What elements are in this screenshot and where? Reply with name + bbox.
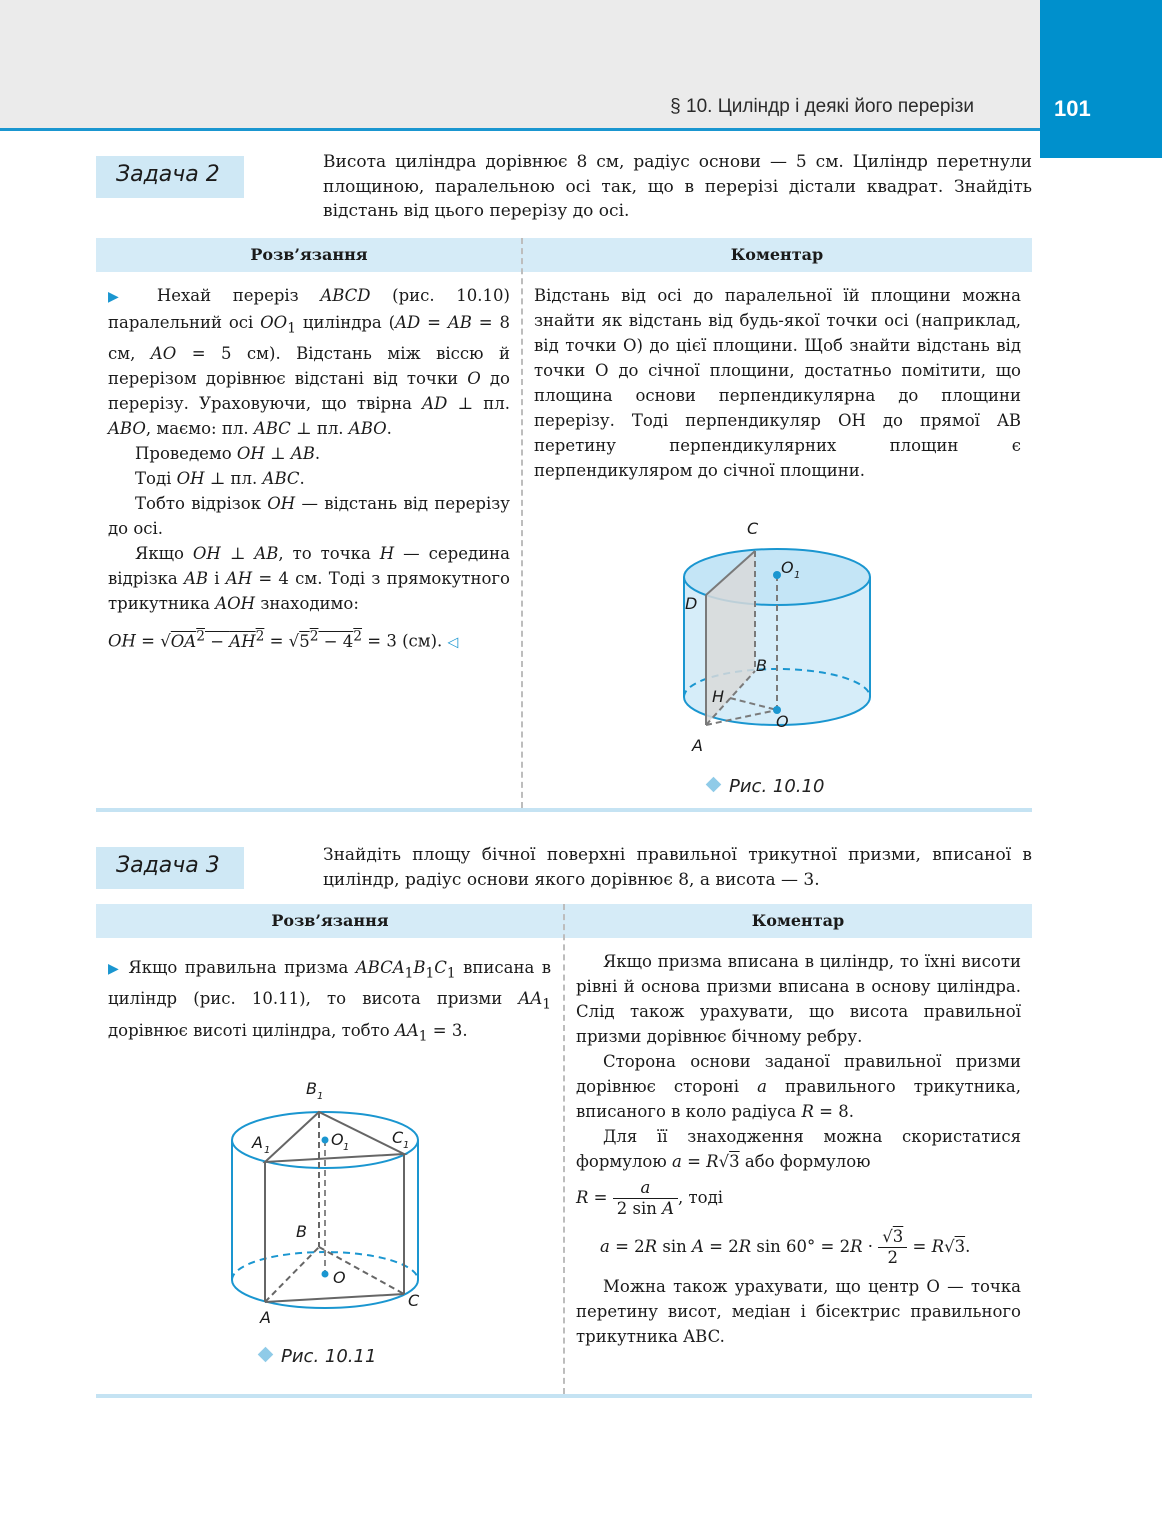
fig1011-point-o — [322, 1271, 329, 1278]
task3-comment-header: Коментар — [751, 911, 845, 930]
task2-solution-p3: Тоді OH ⊥ пл. ABC. — [135, 469, 305, 489]
fig1011-label-a1-sub: 1 — [264, 1145, 271, 1156]
fig1010-label-o1-sub: 1 — [794, 570, 801, 581]
task2-bottom-rule — [96, 808, 1032, 812]
task2-solution — [108, 283, 510, 656]
task3-formula-r: R = $\frac{a}{\text{2 sin A}}$ , тоді — [576, 1178, 724, 1218]
fig1011-label-o1: O — [331, 1130, 344, 1149]
fig1010-point-o1 — [773, 571, 781, 579]
task3-comment-p1: Якщо призма вписана в циліндр, то їхні висоти рівні й основа призми вписана в основу циліндра. Слід також урахувати, що висота правильної призми дорівнює бічному ребру. — [576, 952, 1021, 1046]
task3-formula-a: a = 2R sin A = 2R sin 60° = 2R · $\frac{√3}{2}$ = R√3. — [600, 1227, 971, 1267]
end-marker-icon: ◁ — [447, 634, 459, 651]
task2-column-divider — [521, 238, 523, 808]
figure-10-11 — [222, 1074, 432, 1334]
fig1011-point-o1 — [322, 1137, 329, 1144]
task3-bottom-rule — [96, 1394, 1032, 1398]
fig1011-label-o: O — [333, 1268, 346, 1287]
fig1010-label-a: A — [692, 736, 703, 755]
task3-column-divider — [563, 904, 565, 1394]
caption-diamond-icon — [706, 777, 722, 793]
fig1011-label-c1-sub: 1 — [403, 1140, 410, 1151]
figure-10-10-caption: Рис. 10.10 — [708, 776, 824, 797]
caption-diamond-icon — [258, 1347, 274, 1363]
task2-solution-p1: ▶ Нехай переріз ABCD (рис. 10.10) паралельний осі $OO_1$ циліндра (AD = AB = 8 см, AO = 5 см). Відстань між віссю й перерізом дорівнює відстані від точки O до перерізу. Ураховуючи, що твірна AD ⊥ пл. ABO, маємо: пл. ABC ⊥ пл. ABO. — [108, 286, 510, 439]
task3-comment-p2: Сторона основи заданої правильної призми дорівнює стороні a правильного трикутника, вписаного в коло радіуса R = 8. — [576, 1052, 1022, 1121]
fig1010-label-o1: O — [781, 558, 794, 577]
task3-comment-p3: Для її знаходження можна скористатися формулою a = R√3 або формулою — [576, 1127, 1021, 1171]
fig1010-label-d: D — [685, 594, 698, 613]
fig1011-label-a: A — [260, 1308, 271, 1327]
task2-solution-header: Розв’язання — [250, 245, 368, 264]
task2-statement: Висота циліндра дорівнює 8 см, радіус основи — 5 см. Циліндр перетнули площиною, паралельною осі так, що в перерізі дістали квадрат. Знайдіть відстань від цього перерізу до осі. — [323, 152, 1032, 221]
running-title: § 10. Циліндр і деякі його перерізи — [670, 96, 974, 117]
fig1010-label-h: H — [712, 687, 725, 706]
fig1011-label-a1: A — [252, 1133, 263, 1152]
task2-solution-p5: Якщо OH ⊥ AB, то точка H — середина відрізка AB і AH = 4 см. Тоді з прямокутного трикутника AOH знаходимо: — [108, 544, 510, 614]
task3-comment-p4: Можна також урахувати, що центр O — точка перетину висот, медіан і бісектрис правильного трикутника ABC. — [576, 1277, 1021, 1346]
task2-comment-header: Коментар — [730, 245, 824, 264]
task2-solution-p2: Проведемо OH ⊥ AB. — [135, 444, 321, 464]
task3-statement: Знайдіть площу бічної поверхні правильної трикутної призми, вписаної в циліндр, радіус основи якого дорівнює 8, а висота — 3. — [323, 845, 1032, 890]
task2-table-header — [96, 238, 1032, 272]
fig1010-label-c: C — [747, 519, 759, 538]
task3-comment — [576, 949, 1021, 1349]
fig1010-label-o: O — [776, 712, 789, 731]
figure-10-11-caption: Рис. 10.11 — [260, 1346, 376, 1367]
fig1011-label-c1: C — [392, 1128, 404, 1147]
task3-solution-header: Розв’язання — [271, 911, 389, 930]
fig1010-label-b: B — [756, 656, 767, 675]
task2-comment: Відстань від осі до паралельної їй площини можна знайти як відстань від будь-якої точки осі (наприклад, від точки O) до цієї площини. Щоб знайти відстань від точки O до січної площини, достатньо помітити, що площина основи перпендикулярна до площини перерізу. Тоді перпендикуляр OH до прямої AB перетину перпендикулярних площин є перпендикуляром до січної площини. — [534, 286, 1021, 480]
start-marker-icon: ▶ — [108, 289, 136, 305]
task3-label: Задача 3 — [96, 847, 244, 889]
fig1011-label-b1-sub: 1 — [317, 1091, 324, 1102]
task2-solution-p4: Тобто відрізок OH — відстань від перерізу до осі. — [108, 494, 510, 539]
header-rule — [0, 128, 1040, 131]
figure-10-10 — [670, 515, 900, 760]
task3-solution-p1: ▶ Якщо правильна призма $ABCA_1B_1C_1$ вписана в циліндр (рис. 10.11), то висота призми $AA_1$ дорівнює висоті циліндра, тобто $AA_1 = 3$. — [108, 958, 551, 1044]
task2-label: Задача 2 — [96, 156, 244, 198]
task3-solution — [108, 955, 551, 1049]
fig1011-label-b1: B — [306, 1079, 317, 1098]
fig1011-label-c: C — [408, 1291, 420, 1310]
page-number: 101 — [1054, 96, 1091, 121]
task2-formula: OH = $√OA^2 - AH^2 = √5^2 - 4^2 = 3$ (см). ◁ — [108, 628, 459, 651]
start-marker-icon: ▶ — [108, 961, 121, 977]
fig1011-label-b: B — [296, 1222, 307, 1241]
fig1011-label-o1-sub: 1 — [343, 1142, 350, 1153]
page-number-box — [1040, 0, 1162, 158]
